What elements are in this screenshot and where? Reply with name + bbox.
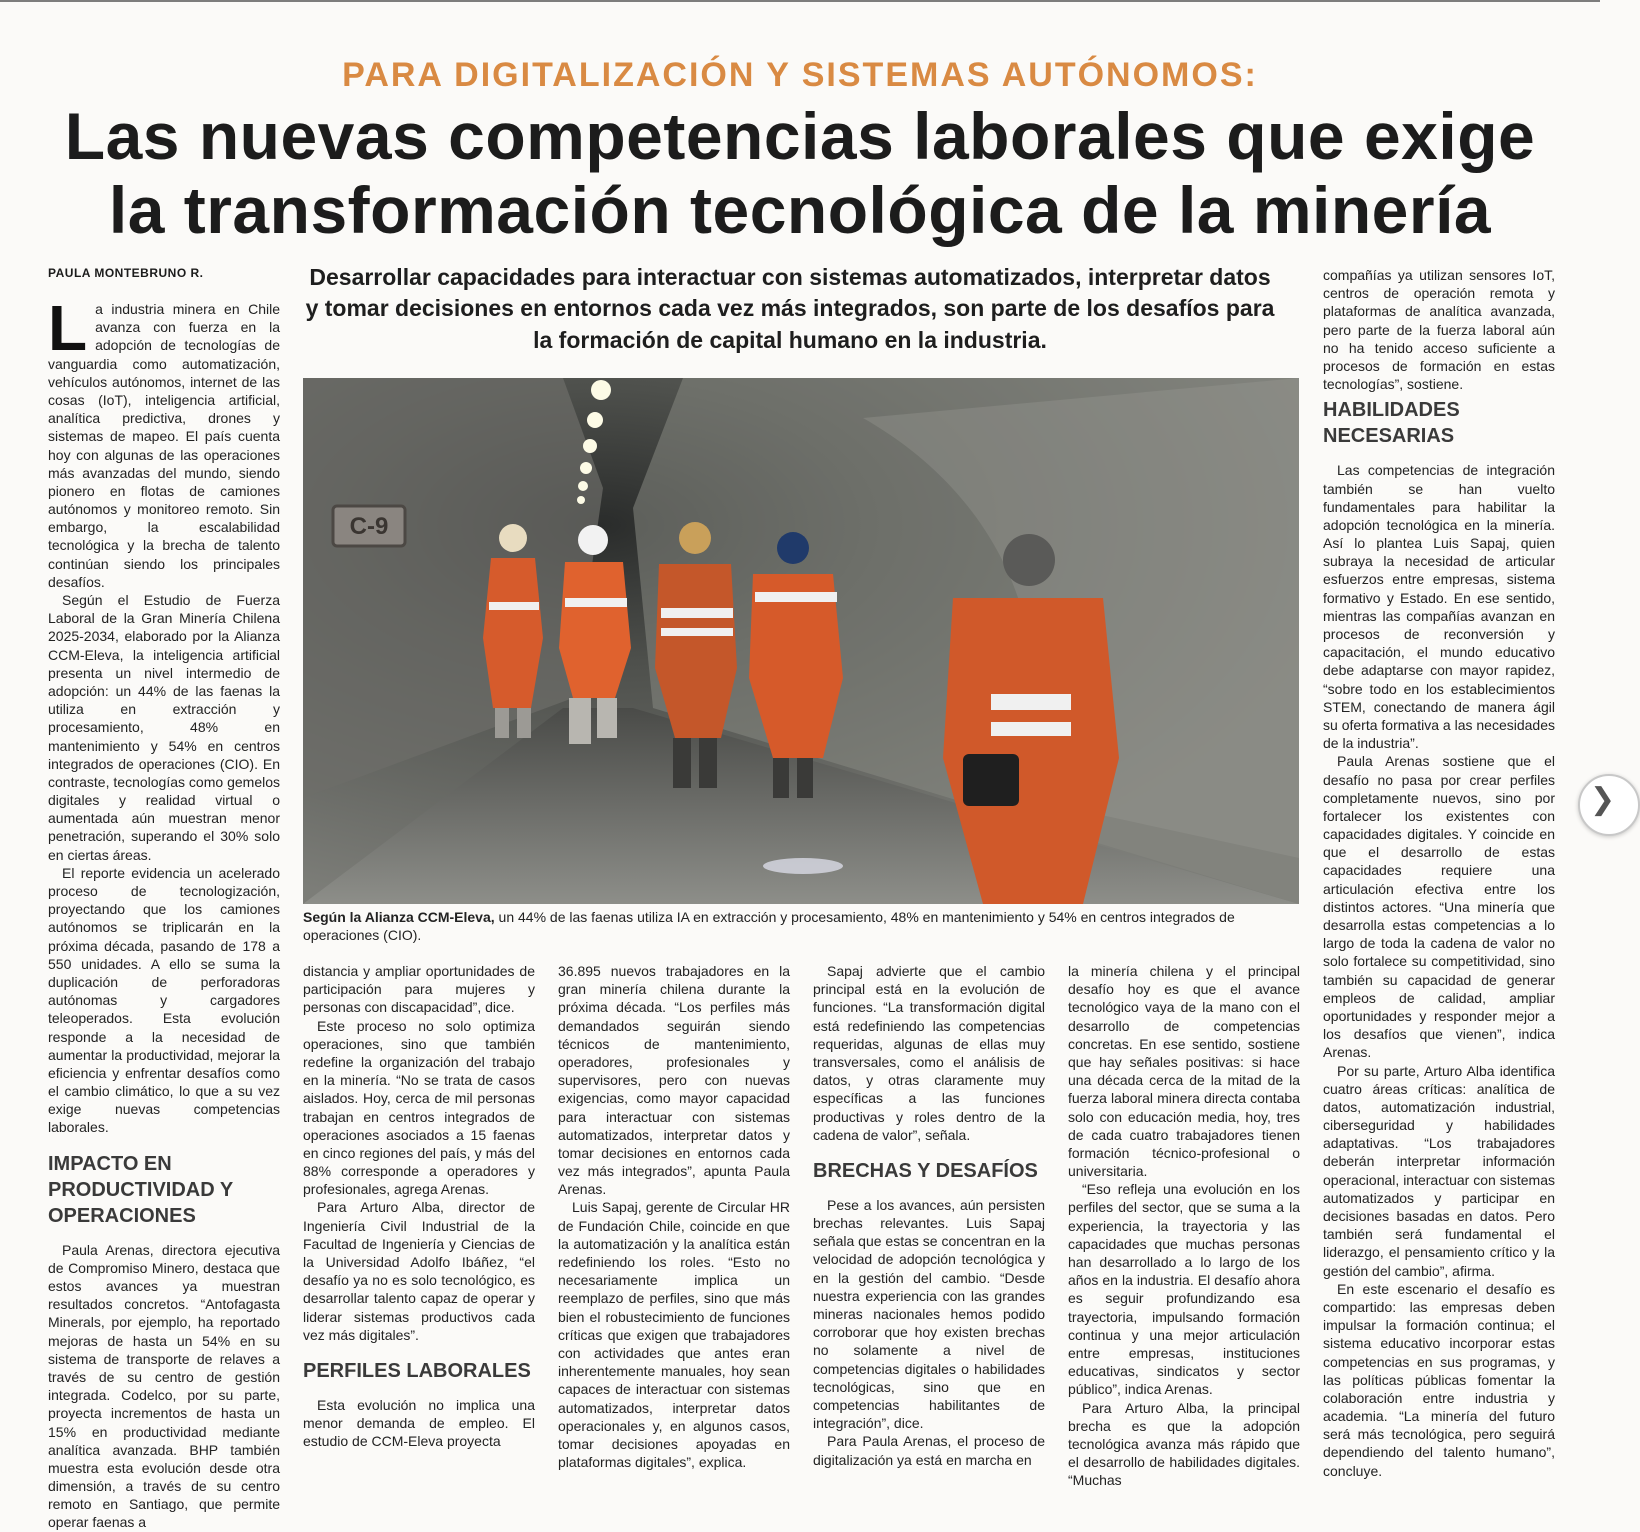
lead-paragraph: La industria minera en Chile avanza con fuerza en la adopción de tecnologías de vanguardia como automatización, vehículos autónomos, internet de las cosas (IoT), inteligencia artificial, analítica predictiva, drones y sistemas de mapeo. El país cuenta hoy con algunas de las operaciones más avanzadas del mundo, siendo pionero en flotas de camiones autónomos y monitoreo remoto. Sin embargo, la escalabilidad tecnológica y la brecha de talento continúan siendo los principales desafíos.: [48, 292, 280, 590]
kicker: PARA DIGITALIZACIÓN Y SISTEMAS AUTÓNOMOS:: [342, 56, 1258, 94]
tunnel-sign: C-9: [349, 513, 389, 540]
chevron-right-icon: ❯: [1590, 782, 1616, 817]
column-3: [558, 962, 790, 1470]
paragraph: distancia y ampliar oportunidades de participación para mujeres y personas con discapacidad”, dice.: [303, 963, 535, 1016]
paragraph: Según el Estudio de Fuerza Laboral de la Gran Minería Chilena 2025-2034, elaborado por la Alianza CCM-Eleva, la inteligencia artificial presenta un nivel intermedio de adopción: un 44% de las faenas la utiliza en extracción y procesamiento, 48% en mantenimiento y 54% en centros integrados de operaciones (CIO). En contraste, tecnologías como gemelos digitales y realidad virtual o aumentada aún muestran menor penetración, superando el 30% solo en ciertas áreas.: [48, 592, 280, 863]
top-rule: [0, 0, 1600, 2]
paragraph: Este proceso no solo optimiza operaciones, sino que también redefine la organización del trabajo en la minería. “No se trata de casos aislados. Hoy, cerca de mil personas trabajan en centros integrados de operaciones asociados a 15 faenas en cinco regiones del país, y más del 88% corresponde a operadores y profesionales, agrega Arenas.: [303, 1017, 535, 1198]
caption-text: un 44% de las faenas utiliza IA en extracción y procesamiento, 48% en mantenimiento y 54% en centros integrados de operaciones (CIO).: [303, 909, 1235, 944]
paragraph: Por su parte, Arturo Alba identifica cuatro áreas críticas: analítica de datos, automatización industrial, ciberseguridad y habilidades adaptativas. “Los trabajadores deberán interpretar información operacional, interactuar con sistemas automatizados y participar en decisiones basadas en datos. Pero también será fundamental el liderazgo, el pensamiento crítico y la gestión del cambio”, afirma.: [1323, 1062, 1555, 1279]
column-2: [303, 962, 535, 1470]
drop-cap: L: [48, 292, 88, 364]
subhead-impacto: IMPACTO EN PRODUCTIVIDAD Y OPERACIONES: [48, 1152, 233, 1227]
column-5: [1068, 962, 1300, 1489]
subhead-perfiles: PERFILES LABORALES: [303, 1359, 531, 1382]
paragraph: Para Arturo Alba, director de Ingeniería Civil Industrial de la Facultad de Ingeniería y Ciencias de la Universidad Adolfo Ibáñez, “el desafío ya no es solo tecnológico, es desarrollar talento capaz de operar y liderar sistemas productivos cada vez más digitales”.: [303, 1199, 535, 1343]
column-4: [813, 962, 1045, 1470]
headline-line-2: la transformación tecnológica de la minería: [108, 172, 1492, 247]
paragraph: Paula Arenas sostiene que el desafío no pasa por crear perfiles completamente nuevos, sino por fortalecer los existentes con capacidades digitales. Y coincide en que el desarrollo de estas capacidades requiere una articulación efectiva entre los distintos actores. “Una minería que desarrolla estas competencias a lo largo de toda la cadena de valor no solo fortalece su competitividad, sino también su capacidad de generar empleos de calidad, ampliar oportunidades y responder mejor a los desafíos que vienen”, indica Arenas.: [1323, 753, 1555, 1061]
paragraph: Para Arturo Alba, la principal brecha es que la adopción tecnológica avanza más rápido que el desarrollo de habilidades digitales. “Muchas: [1068, 1399, 1300, 1489]
paragraph: Para Paula Arenas, el proceso de digitalización ya está en marcha en: [813, 1433, 1045, 1468]
paragraph: Sapaj advierte que el cambio principal está en la evolución de funciones. “La transformación digital está redefiniendo las competencias requeridas, algunas de ellas muy transversales, como el análisis de datos, y otras claramente muy específicas a las funciones productivas y roles dentro de la cadena de valor”, señala.: [813, 963, 1045, 1143]
column-6: [1323, 266, 1555, 1479]
tunnel-illustration: [303, 378, 1299, 904]
paragraph: Las competencias de integración también se han vuelto fundamentales para habilitar la adopción tecnológica en la minería. Así lo plantea Luis Sapaj, quien subraya la necesidad de articular esfuerzos entre empresas, sistema formativo y Estado. En ese sentido, mientras las compañías avanzan en procesos de reconversión y capacitación, el mundo educativo debe adaptarse con mayor rapidez, “sobre todo en los establecimientos STEM, conectando de manera ágil su oferta formativa a las necesidades de la industria”.: [1323, 462, 1555, 752]
byline: PAULA MONTEBRUNO R.: [48, 266, 204, 280]
paragraph: compañías ya utilizan sensores IoT, centros de operación remota y plataformas de analítica avanzada, pero parte de la fuerza laboral aún no ha tenido acceso suficiente a procesos de formación en estas tecnologías”, sostiene.: [1323, 267, 1555, 393]
next-page-button[interactable]: [1578, 774, 1640, 836]
paragraph: Luis Sapaj, gerente de Circular HR de Fundación Chile, coincide en que la automatización y la analítica están redefiniendo los roles. “Esto no necesariamente implica un reemplazo de perfiles, sino que más bien el robustecimiento de funciones críticas que exigen que trabajadores con actividades que antes eran inherentemente manuales, hoy sean capaces de interactuar con sistemas automatizados, interpretar datos operacionales y, en algunos casos, tomar decisiones apoyadas en plataformas digitales”, explica.: [558, 1199, 790, 1471]
paragraph: “Eso refleja una evolución en los perfiles del sector, que se suma a la experiencia, la trayectoria y las capacidades que muchas personas han desarrollado a lo largo de los años en la industria. El desafío ahora es seguir profundizando esa trayectoria, impulsando formación continua y una mejor articulación entre empresas, instituciones educativas, sindicatos y sector público”, indica Arenas.: [1068, 1181, 1300, 1398]
paragraph: En este escenario el desafío es compartido: las empresas deben impulsar la formación continua; el sistema educativo incorporar estas competencias en sus programas, y las políticas públicas fomentar la colaboración entre industria y academia. “La minería del futuro será más tecnológica, pero seguirá dependiendo del talento humano”, concluye.: [1323, 1280, 1555, 1479]
paragraph: Esta evolución no implica una menor demanda de empleo. El estudio de CCM-Eleva proyecta: [303, 1396, 535, 1450]
paragraph: la minería chilena y el principal desafío hoy es que el avance tecnológico vaya de la mano con el desarrollo de competencias concretas. En ese sentido, sostiene que hay señales positivas: si hace una década cerca de la mitad de la fuerza laboral minera directa contaba solo con educación media, hoy, tres de cada cuatro trabajadores tienen formación técnico-profesional o universitaria.: [1068, 963, 1300, 1180]
mine-tunnel-photo: [303, 378, 1299, 904]
paragraph: 36.895 nuevos trabajadores en la gran minería chilena durante la próxima década. “Los perfiles más demandados seguirán siendo técnicos de mantenimiento, operadores, profesionales y supervisores, pero con nuevas exigencias, como mayor capacidad para interactuar con sistemas automatizados, interpretar datos y tomar decisiones en entornos cada vez más integrados”, apunta Paula Arenas.: [558, 963, 790, 1198]
photo-caption: [303, 908, 1299, 944]
subhead-habilidades: HABILIDADES NECESARIAS: [1323, 399, 1460, 448]
caption-bold: Según la Alianza CCM-Eleva,: [303, 909, 495, 925]
paragraph: El reporte evidencia un acelerado proceso de tecnologización, proyectando que los camiones autónomos se triplicarán en la próxima década, pasando de 178 a 550 unidades. A ello se suma la duplicación de perforadoras autónomas y cargadores teleoperados. Esta evolución responde a la necesidad de aumentar la productividad, mejorar la eficiencia y enfrentar desafíos como el cambio climático, lo que a su vez exige nuevas competencias laborales.: [48, 864, 280, 1136]
paragraph: Paula Arenas, directora ejecutiva de Compromiso Minero, destaca que estos avances ya muestran resultados concretos. “Antofagasta Minerals, por ejemplo, ha reportado mejoras de hasta un 54% en su sistema de transporte de relaves a través de su centro de gestión integrada. Codelco, por su parte, proyecta incrementos de hasta un 15% en productividad mediante analítica avanzada. BHP también muestra esta evolución desde otra dimensión, a través de su centro remoto en Santiago, que permite operar faenas a: [48, 1241, 280, 1531]
headline-line-1: Las nuevas competencias laborales que exige: [64, 99, 1536, 173]
column-1: [48, 292, 280, 1531]
subhead-brechas: BRECHAS Y DESAFÍOS: [813, 1159, 1038, 1182]
deck: Desarrollar capacidades para interactuar con sistemas automatizados, interpretar datos y tomar decisiones en entornos cada vez más integrados, son parte de los desafíos para la formación de capital humano en la industria.: [305, 264, 1275, 353]
headline: [20, 100, 1580, 248]
paragraph: Pese a los avances, aún persisten brechas relevantes. Luis Sapaj señala que estas se concentran en la velocidad de adopción tecnológica y en la gestión del cambio. “Desde nuestra experiencia con las grandes mineras nacionales hemos podido corroborar que hoy existen brechas no solamente a nivel de competencias digitales o habilidades tecnológicas, sino que en competencias habilitantes de integración”, dice.: [813, 1196, 1045, 1432]
